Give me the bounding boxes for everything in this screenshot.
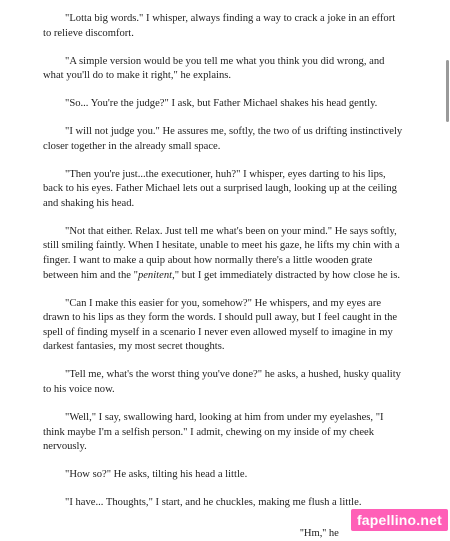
paragraph-6-after: ," but I get immediately distracted by how close he is. xyxy=(172,269,400,281)
paragraph-9: "Well," I say, swallowing hard, looking at him from under my eyelashes, "I think maybe I'm a selfish person." I admit, chewing on my inside of my cheek nervously. xyxy=(43,412,384,453)
paragraph-6-before: "Not that either. Relax. Just tell me what's been on your mind." He says softly, still smiling faintly. When I hesitate, unable to meet his gaze, he lifts my chin with a finger. I want to make a quip about how normally there's a little wooden grate between him and the " xyxy=(43,225,400,281)
paragraph-5: "Then you're just...the executioner, huh?" I whisper, eyes darting to his lips, back to his eyes. Father Michael lets out a surprised laugh, looking up at the ceiling and shaking his head. xyxy=(43,168,397,209)
paragraph-6 xyxy=(43,225,405,283)
document-body xyxy=(43,12,405,524)
cutoff-line: ''Hm,'' he xyxy=(300,528,339,539)
scroll-thumb[interactable] xyxy=(446,60,449,122)
paragraph-7: "Can I make this easier for you, somehow?" He whispers, and my eyes are drawn to his lips as they form the words. I should pull away, but I feel caught in the spell of finding myself in a scenario I never even allowed myself to imagine in my darkest fantasies, my most secret thoughts. xyxy=(43,297,398,353)
paragraph-4: "I will not judge you." He assures me, softly, the two of us drifting instinctively closer together in the already small space. xyxy=(43,126,403,152)
paragraph-10: "How so?" He asks, tilting his head a little. xyxy=(65,469,248,481)
paragraph-1: "Lotta big words." I whisper, always finding a way to crack a joke in an effort to relieve discomfort. xyxy=(43,13,396,39)
paragraph-6-emphasis: penitent xyxy=(137,269,173,281)
scrollbar[interactable] xyxy=(444,0,450,534)
paragraph-2: "A simple version would be you tell me what you think you did wrong, and what you'll do to make it right," he explains. xyxy=(43,55,385,82)
paragraph-8: "Tell me, what's the worst thing you've done?" he asks, a hushed, husky quality to his voice now. xyxy=(43,369,401,396)
paragraph-3: "So... You're the judge?" I ask, but Father Michael shakes his head gently. xyxy=(65,98,378,110)
watermark-logo: fapellino.net xyxy=(351,509,448,531)
paragraph-11: "I have... Thoughts," I start, and he chuckles, making me flush a little. xyxy=(65,497,362,509)
